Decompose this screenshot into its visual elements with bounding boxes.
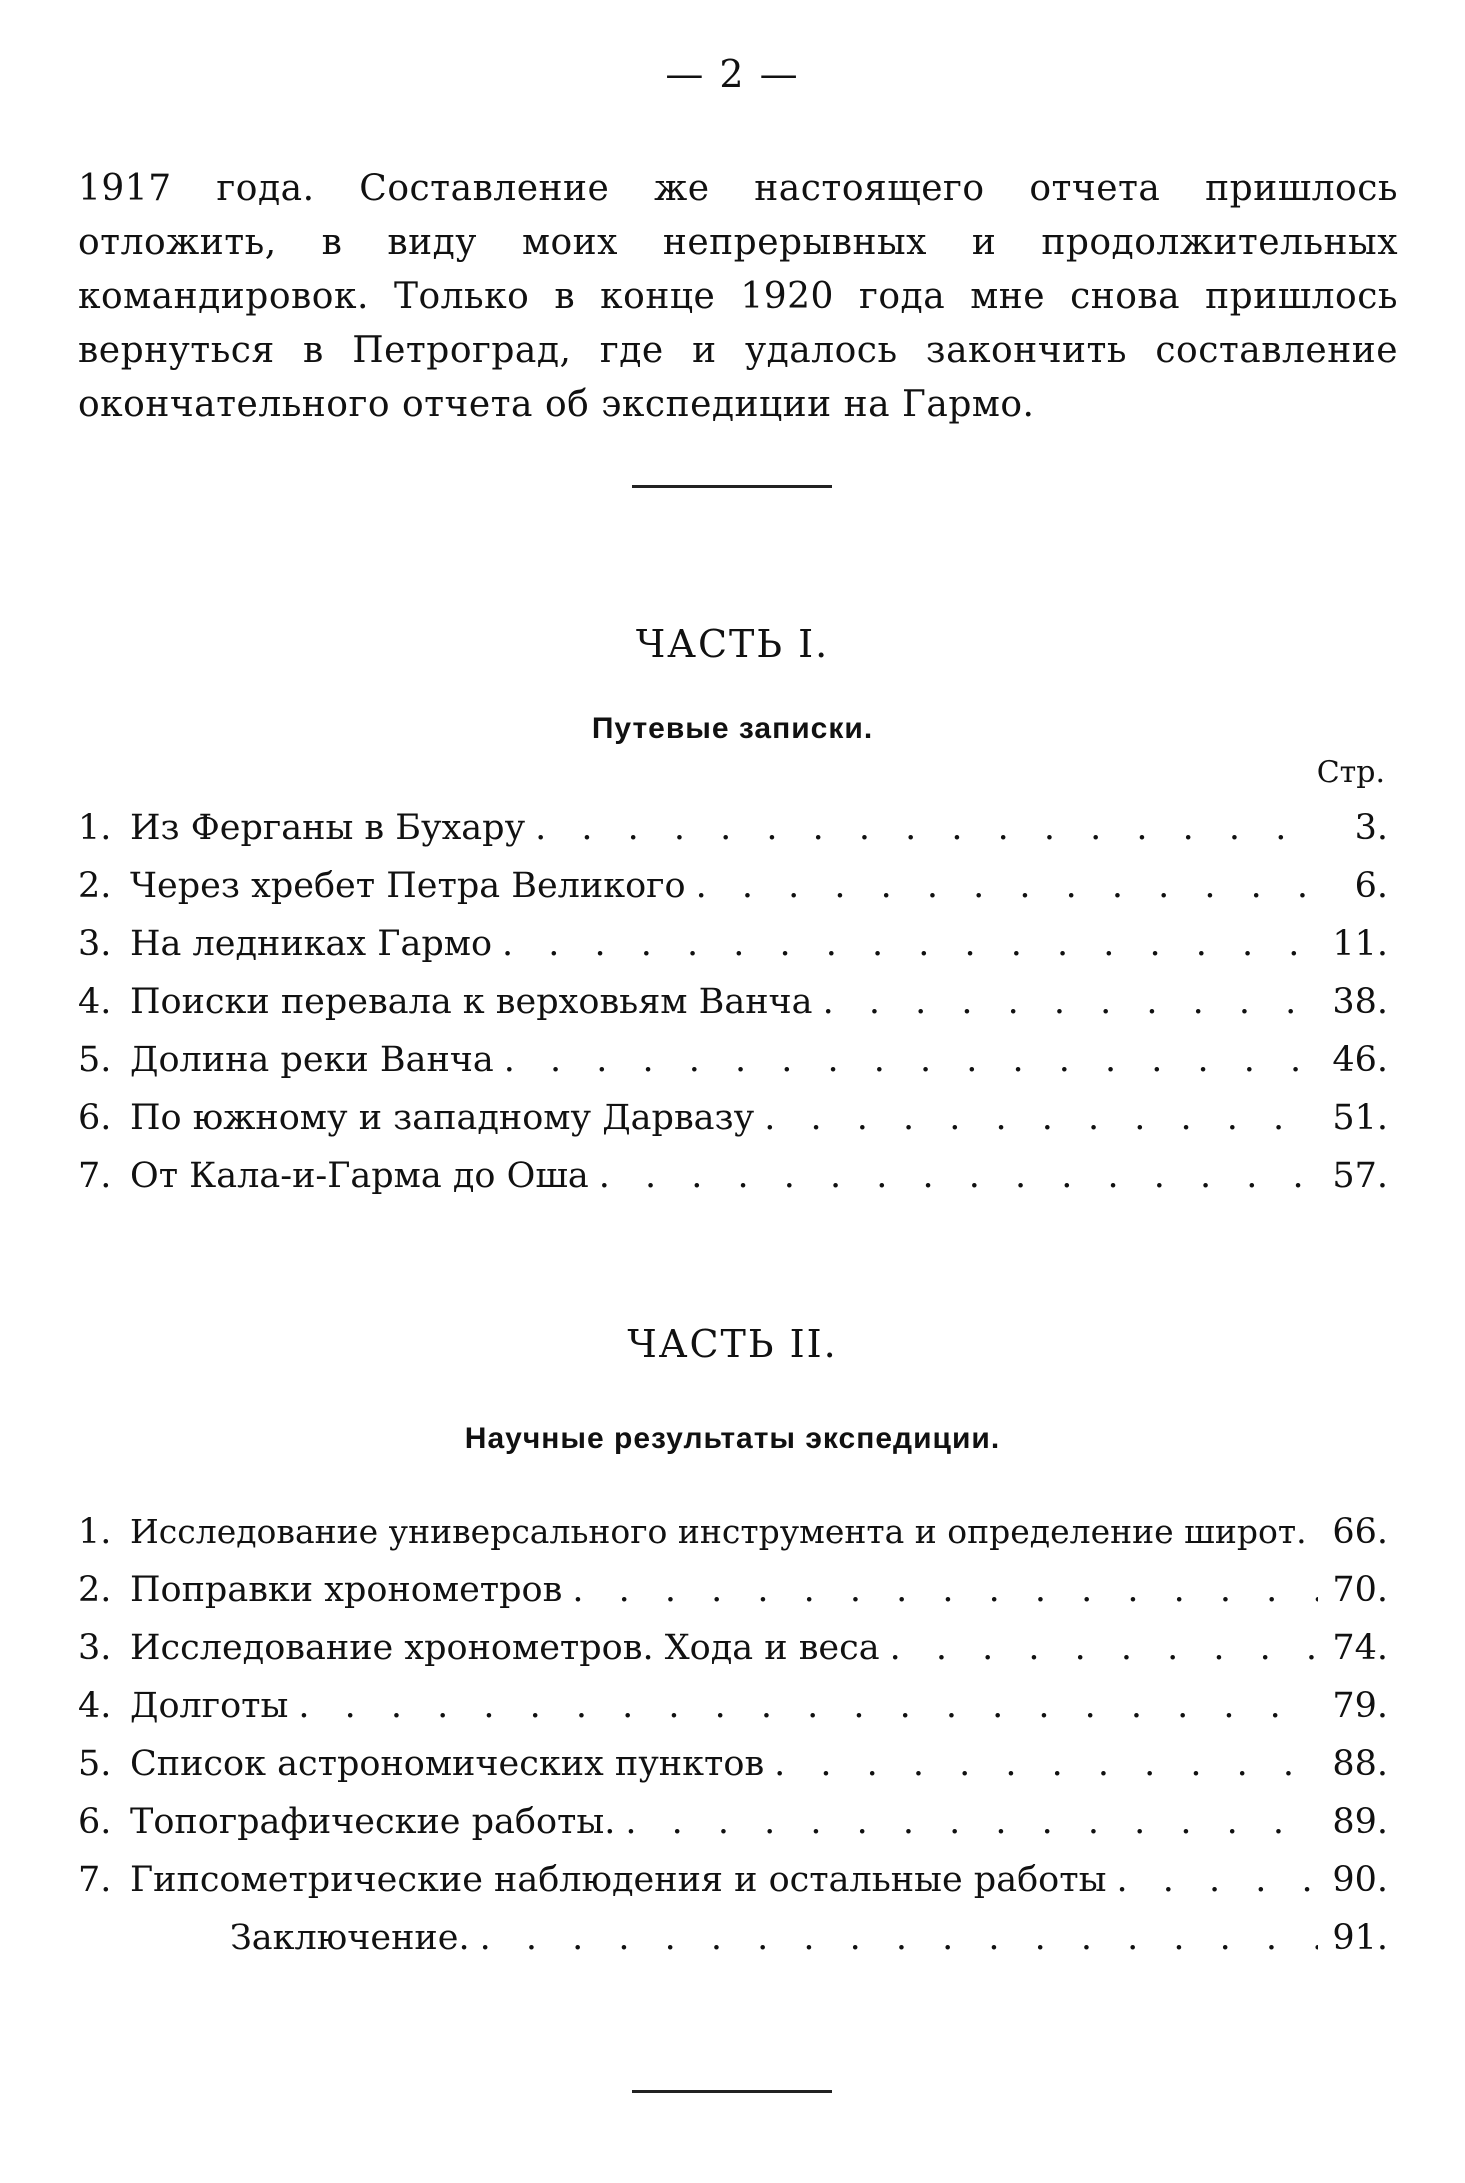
- toc-entry[interactable]: [78, 808, 1388, 866]
- toc-page: 46.: [1332, 1040, 1388, 1080]
- toc-title: Исследование хронометров. Хода и веса: [130, 1628, 880, 1668]
- section-divider: [632, 2090, 832, 2093]
- leader-dots: [764, 1098, 1318, 1138]
- toc-page: 88.: [1332, 1744, 1388, 1784]
- toc-title: Через хребет Петра Великого: [130, 866, 686, 906]
- leader-dots: [625, 1802, 1318, 1842]
- toc-number: 2.: [78, 1570, 112, 1610]
- part2-title: ЧАСТЬ II.: [627, 1322, 838, 1366]
- toc-entry[interactable]: [78, 1040, 1388, 1098]
- toc-page: 70.: [1332, 1570, 1388, 1610]
- toc-entry[interactable]: [78, 1860, 1388, 1918]
- leader-dots: [599, 1156, 1318, 1196]
- toc-title: Гипсометрические наблюдения и остальные работы: [130, 1860, 1107, 1900]
- toc-page: 51.: [1332, 1098, 1388, 1138]
- toc-number: 7.: [78, 1156, 112, 1196]
- toc-page: 66.: [1332, 1512, 1388, 1552]
- toc-page: 38.: [1332, 982, 1388, 1022]
- toc-title: Из Ферганы в Бухару: [130, 808, 526, 848]
- leader-dots: [480, 1918, 1318, 1958]
- toc-entry[interactable]: [78, 866, 1388, 924]
- leader-dots: [823, 982, 1318, 1022]
- leader-dots: [535, 808, 1318, 848]
- toc-page: 89.: [1332, 1802, 1388, 1842]
- toc-page: 91.: [1332, 1918, 1388, 1958]
- page-number: — 2 —: [665, 52, 800, 96]
- toc-number: 6.: [78, 1098, 112, 1138]
- toc-entry[interactable]: [78, 1802, 1388, 1860]
- toc-number: 5.: [78, 1040, 112, 1080]
- toc-entry[interactable]: [78, 1098, 1388, 1156]
- toc-entry[interactable]: [78, 982, 1388, 1040]
- part2-toc: [78, 1512, 1388, 1976]
- toc-number: 4.: [78, 1686, 112, 1726]
- toc-page: 79.: [1332, 1686, 1388, 1726]
- toc-page: 57.: [1332, 1156, 1388, 1196]
- toc-title: Топографические работы.: [130, 1802, 616, 1842]
- leader-dots: [774, 1744, 1318, 1784]
- toc-number: 7.: [78, 1860, 112, 1900]
- toc-title: Долготы: [130, 1686, 289, 1726]
- toc-title: Список астрономических пунктов: [130, 1744, 765, 1784]
- toc-number: 2.: [78, 866, 112, 906]
- toc-title: Долина реки Ванча: [130, 1040, 494, 1080]
- toc-title: Заключение.: [230, 1918, 470, 1958]
- leader-dots: [890, 1628, 1318, 1668]
- toc-number: 1.: [78, 1512, 112, 1552]
- toc-number: 6.: [78, 1802, 112, 1842]
- toc-title: Исследование универсального инструмента и определение широт.: [130, 1512, 1307, 1551]
- toc-entry[interactable]: [78, 1156, 1388, 1214]
- toc-entry[interactable]: [78, 1628, 1388, 1686]
- toc-page: 90.: [1332, 1860, 1388, 1900]
- toc-page: 3.: [1354, 808, 1388, 848]
- part1-subtitle: Путевые записки.: [591, 712, 874, 745]
- toc-number: 1.: [78, 808, 112, 848]
- toc-title: От Кала-и-Гарма до Оша: [130, 1156, 589, 1196]
- part1-title: ЧАСТЬ I.: [635, 622, 830, 666]
- section-divider: [632, 485, 832, 488]
- leader-dots: [572, 1570, 1318, 1610]
- toc-page: 74.: [1332, 1628, 1388, 1668]
- toc-number: 5.: [78, 1744, 112, 1784]
- leader-dots: [298, 1686, 1318, 1726]
- toc-entry[interactable]: [78, 1686, 1388, 1744]
- part1-toc: [78, 808, 1388, 1214]
- toc-number: 4.: [78, 982, 112, 1022]
- toc-entry[interactable]: [78, 924, 1388, 982]
- intro-paragraph: 1917 года. Составление же настоящего отчета пришлось отложить, в виду моих непрерывных и продолжительных командировок. Только в конце 1920 года мне снова пришлось вернуться в Петроград, где и удалось закончить составление окончательного отчета об экспедиции на Гармо.: [78, 168, 1398, 425]
- leader-dots: [504, 1040, 1318, 1080]
- toc-number: 3.: [78, 924, 112, 964]
- toc-page: 6.: [1354, 866, 1388, 906]
- toc-entry[interactable]: [78, 1918, 1388, 1976]
- toc-page: 11.: [1332, 924, 1388, 964]
- leader-dots: [696, 866, 1318, 906]
- toc-entry[interactable]: [78, 1570, 1388, 1628]
- toc-title: Поправки хронометров: [130, 1570, 563, 1610]
- toc-entry[interactable]: [78, 1512, 1388, 1570]
- leader-dots: [1116, 1860, 1318, 1900]
- page-column-header: Стр.: [1316, 755, 1385, 790]
- toc-entry[interactable]: [78, 1744, 1388, 1802]
- toc-title: Поиски перевала к верховьям Ванча: [130, 982, 813, 1022]
- part2-subtitle: Научные результаты экспедиции.: [464, 1422, 1001, 1455]
- toc-title: По южному и западному Дарвазу: [130, 1098, 755, 1138]
- toc-number: 3.: [78, 1628, 112, 1668]
- leader-dots: [502, 924, 1318, 964]
- toc-title: На ледниках Гармо: [130, 924, 493, 964]
